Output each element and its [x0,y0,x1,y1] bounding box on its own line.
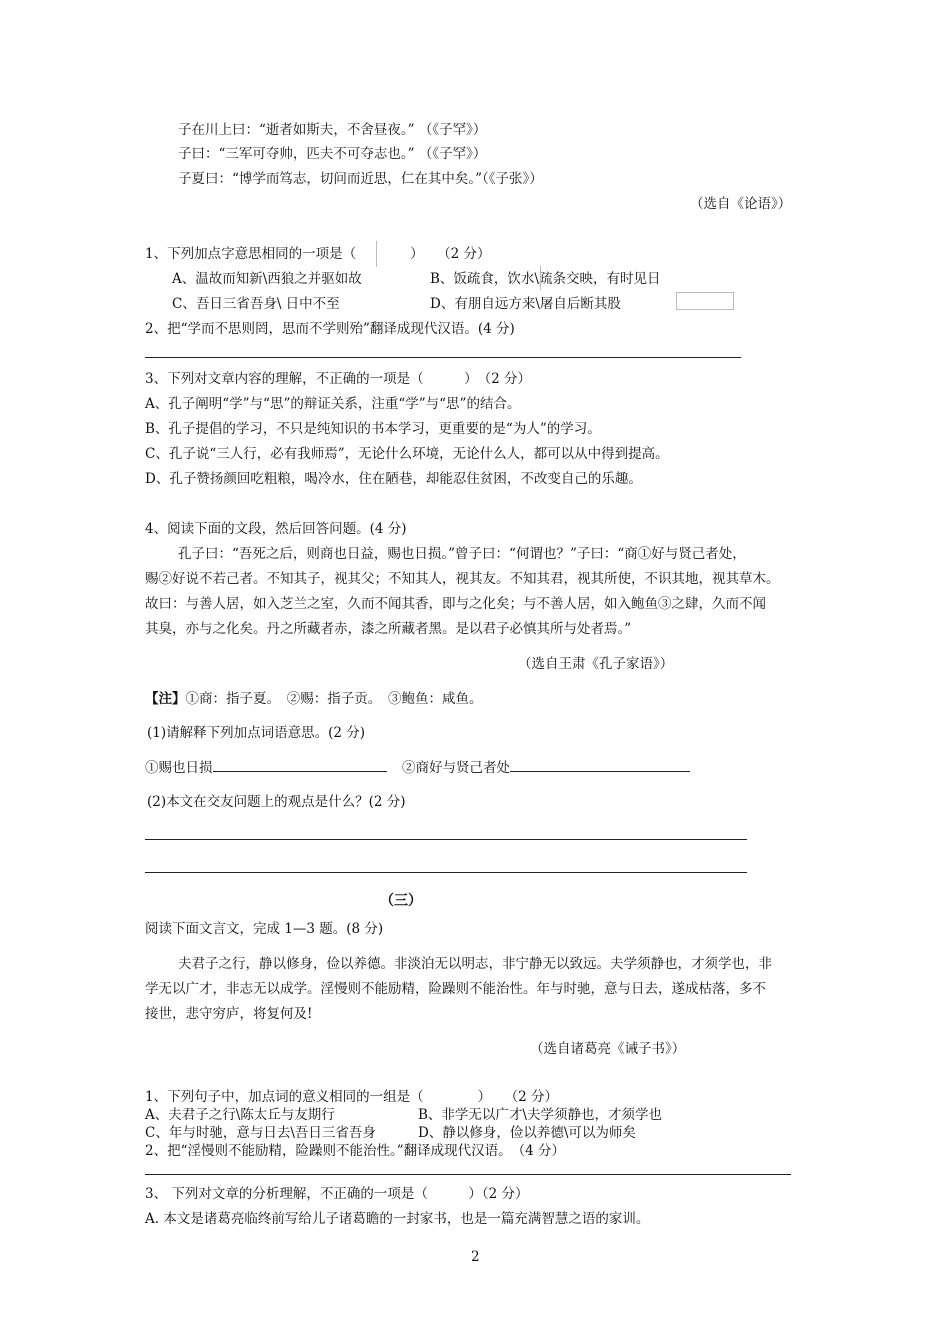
q3-stem: 3、下列对文章内容的理解，不正确的一项是（ ） （2 分） [145,371,531,387]
q1-option-c: C、吾日三省吾身\ 日中不至 [172,296,340,312]
text-box-edge [376,241,377,267]
answer-line [145,872,747,873]
q3-option-c: C、孔子说“三人行，必有我师焉”，无论什么环境，无论什么人，都可以从中得到提高。 [145,446,669,462]
quote-2: 子曰：“三军可夺帅，匹夫不可夺志也。” （《子罕》） [178,146,487,162]
q4-stem: 4、阅读下面的文段，然后回答问题。(4 分) [145,521,407,537]
s3-q1-option-c: C、年与时驰，意与日去\吾日三省吾身 [145,1125,376,1141]
q1-option-b: B、饭疏食，饮水\疏条交映，有时见日 [430,271,661,287]
q4-passage-line-1: 孔子曰：“吾死之后，则商也日益，赐也日损。”曾子曰：“何谓也？”子曰：“商①好与贤己者处， [178,546,746,562]
q4-passage-line-3: 故曰：与善人居，如入芝兰之室，久而不闻其香，即与之化矣；与不善人居，如入鲍鱼③之肆，久而不闻 [145,596,766,612]
q1-option-d: D、有朋自远方来\屠自后断其股 [430,296,621,312]
note-text: ①商：指子夏。 ②赐：指子贡。 ③鲍鱼：咸鱼。 [185,691,483,707]
jiezishu-line-3: 接世，悲守穷庐，将复何及! [145,1006,313,1022]
answer-blank-a[interactable] [213,771,387,772]
jiezishu-line-1: 夫君子之行，静以修身，俭以养德。非淡泊无以明志，非宁静无以致远。夫学须静也，才须学也，非 [178,956,772,972]
q1-option-a: A、温故而知新\西狼之并驱如故 [172,271,362,287]
sub1-item-a-text: ①赐也日损 [145,760,213,776]
q4-sub1-item-b [402,759,690,777]
source-kongzi-jiayu: （选自王肃《孔子家语》） [518,656,674,672]
q4-passage-line-2: 赐②好说不若己者。不知其子，视其父；不知其人，视其友。不知其君，视其所使，不识其地，视其草木。 [145,571,780,587]
sub1-item-b-text: ②商好与贤己者处 [402,760,510,776]
s3-q1-stem: 1、下列句子中，加点词的意义相同的一组是（ ） （2 分） [145,1089,558,1105]
q3-option-b: B、孔子提倡的学习，不只是纯知识的书本学习，更重要的是“为人”的学习。 [145,421,601,437]
q2-prompt: 2、把“学而不思则罔，思而不学则殆”翻译成现代汉语。(4 分) [145,321,515,337]
q4-sub1-item-a [145,759,387,777]
s3-q1-option-b: B、非学无以广才\夫学须静也，才须学也 [418,1107,662,1123]
source-lunyu: （选自《论语》） [690,196,792,212]
answer-blank-b[interactable] [510,771,690,772]
text-box-edge [540,266,541,290]
q3-option-a: A、孔子阐明“学”与“思”的辩证关系，注重“学”与“思”的结合。 [145,396,521,412]
q4-passage-line-4: 其臭，亦与之化矣。丹之所藏者赤，漆之所藏者黑。是以君子必慎其所与处者焉。” [145,621,632,637]
note-label: 【注】 [145,691,186,707]
answer-line [145,839,747,840]
source-jiezishu: （选自诸葛亮《诫子书》） [530,1041,686,1057]
page-number: 2 [471,1249,480,1265]
q1-stem: 1、下列加点字意思相同的一项是（ ） （2 分） [145,246,491,262]
section-three-intro: 阅读下面文言文，完成 1—3 题。(8 分) [145,921,384,937]
s3-q3-option-a: A. 本文是诸葛亮临终前写给儿子诸葛瞻的一封家书，也是一篇充满智慧之语的家训。 [145,1211,650,1227]
quote-3: 子夏曰：“博学而笃志，切问而近思，仁在其中矣。”（《子张》） [178,171,543,187]
s3-q1-option-a: A、夫君子之行\陈太丘与友期行 [145,1107,335,1123]
q3-option-d: D、孔子赞扬颜回吃粗粮，喝冷水，住在陋巷，却能忍住贫困，不改变自己的乐趣。 [145,471,642,487]
s3-q2-prompt: 2、把“淫慢则不能励精，险躁则不能治性。”翻译成现代汉语。 （4 分） [145,1143,566,1159]
section-three-heading: （三） [380,893,422,909]
q4-sub1-prompt: (1)请解释下列加点词语意思。(2 分) [147,725,366,741]
s3-q1-option-d: D、静以修身，俭以养德\可以为师矣 [418,1125,636,1141]
s3-q3-stem: 3、 下列对文章的分析理解，不正确的一项是（ ）（2 分） [145,1186,529,1202]
q4-note [145,690,483,708]
answer-line [145,357,741,358]
empty-text-box [676,292,734,310]
quote-1: 子在川上曰：“逝者如斯夫，不舍昼夜。” （《子罕》） [178,122,487,138]
q4-sub2-prompt: (2)本文在交友问题上的观点是什么？(2 分) [147,794,406,810]
answer-line [145,1174,791,1175]
jiezishu-line-2: 学无以广才，非志无以成学。淫慢则不能励精，险躁则不能治性。年与时驰，意与日去，遂成枯落，多不 [145,981,766,997]
